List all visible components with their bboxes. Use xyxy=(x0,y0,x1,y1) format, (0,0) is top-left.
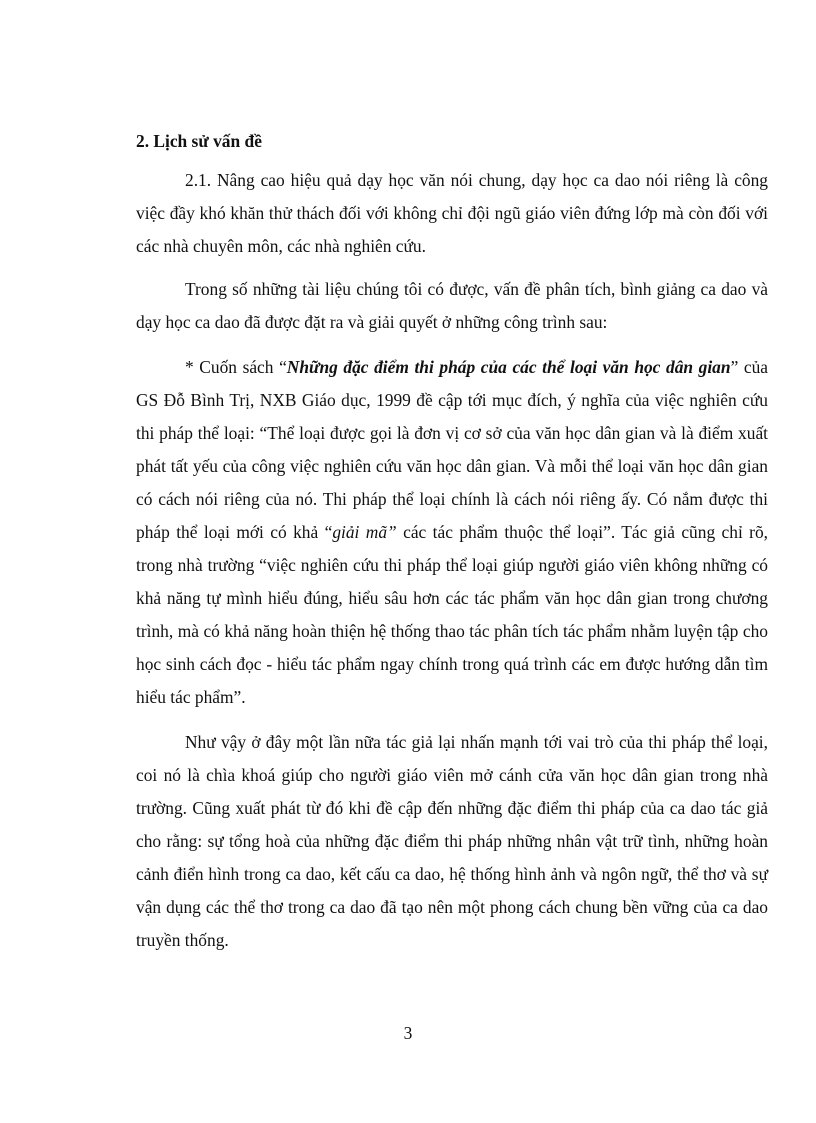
document-body xyxy=(136,130,768,969)
paragraph-3 xyxy=(136,351,768,714)
paragraph-3-tail: các tác phẩm thuộc thể loại”. Tác giả cũng chỉ rõ, trong nhà trường “việc nghiên cứu thi pháp thể loại giúp người giáo viên không những có khả năng tự mình hiểu đúng, hiểu sâu hơn các tác phẩm văn học dân gian trong chương trình, mà có khả năng hoàn thiện hệ thống thao tác phân tích tác phẩm nhằm luyện tập cho học sinh cách đọc - hiểu tác phẩm ngay chính trong quá trình các em được hướng dẫn tìm hiểu tác phẩm”. xyxy=(136,522,769,707)
paragraph-4: Như vậy ở đây một lần nữa tác giả lại nhấn mạnh tới vai trò của thi pháp thể loại, coi nó là chìa khoá giúp cho người giáo viên mở cánh cửa văn học dân gian trong nhà trường. Cũng xuất phát từ đó khi đề cập đến những đặc điểm thi pháp của ca dao tác giả cho rằng: sự tổng hoà của những đặc điểm thi pháp những nhân vật trữ tình, những hoàn cảnh điển hình trong ca dao, kết cấu ca dao, hệ thống hình ảnh và ngôn ngữ, thể thơ và sự vận dụng các thể thơ trong ca dao đã tạo nên một phong cách chung bền vững của ca dao truyền thống. xyxy=(136,732,768,950)
paragraph-3-lead: * Cuốn sách “ xyxy=(185,357,287,377)
paragraph-3-middle: ” của GS Đỗ Bình Trị, NXB Giáo dục, 1999 đề cập tới mục đích, ý nghĩa của việc nghiên cứu thi pháp thể loại: “Thể loại được gọi là đơn vị cơ sở của văn học dân gian và là điểm xuất phát tất yếu của công việc nghiên cứu văn học dân gian. Và mỗi thể loại văn học dân gian có cách nói riêng của nó. Thi pháp thể loại chính là cách nói riêng ấy. Có nắm được thi pháp thể loại mới có khả “ xyxy=(136,357,769,542)
section-heading: 2. Lịch sử vấn đề xyxy=(136,131,262,151)
page-number: 3 xyxy=(403,1023,413,1043)
paragraph-1: 2.1. Nâng cao hiệu quả dạy học văn nói chung, dạy học ca dao nói riêng là công việc đầy khó khăn thử thách đối với không chỉ đội ngũ giáo viên đứng lớp mà còn đối với các nhà chuyên môn, các nhà nghiên cứu. xyxy=(136,170,768,256)
paragraph-2: Trong số những tài liệu chúng tôi có được, vấn đề phân tích, bình giảng ca dao và dạy học ca dao đã được đặt ra và giải quyết ở những công trình sau: xyxy=(136,279,768,332)
book-title: Những đặc điểm thi pháp của các thể loại văn học dân gian xyxy=(286,357,731,377)
emphasis-term: giải mã” xyxy=(332,522,397,542)
